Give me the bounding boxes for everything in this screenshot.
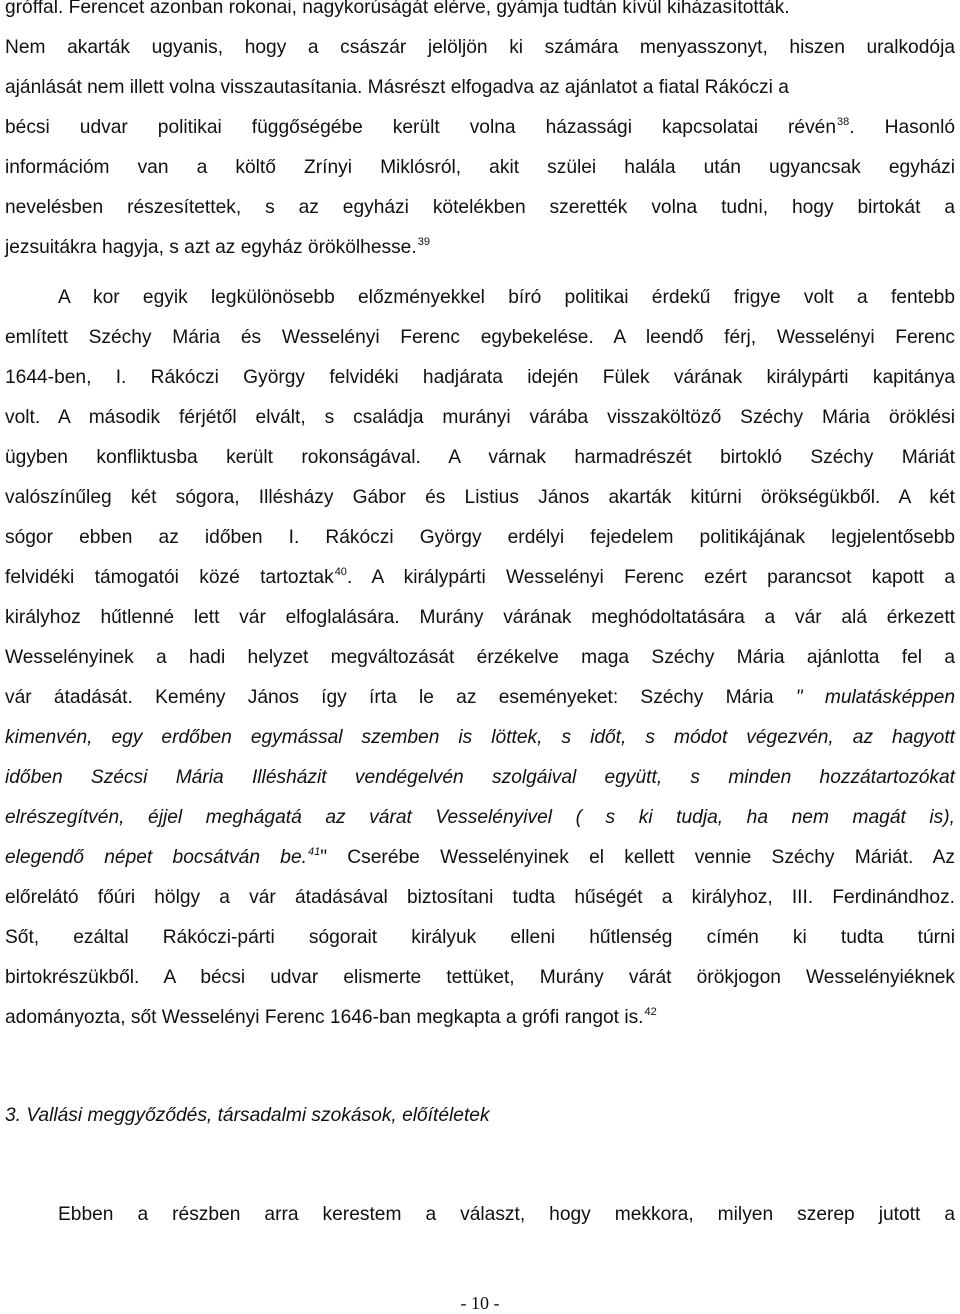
paragraph-line: említett Széchy Mária és Wesselényi Ferenc egybekelése. A leendő férj, Wesselényi Ferenc (5, 327, 955, 348)
quote-line: elrészegítvén, éjjel meghágatá az várat Vesselényivel ( s ki tudja, ha nem magát is), (5, 807, 955, 828)
paragraph-line: előrelátó főúri hölgy a vár átadásával biztosítani tudta hűségét a királyhoz, III. Ferdinándhoz. (5, 887, 955, 908)
paragraph-line: 1644-ben, I. Rákóczi György felvidéki hadjárata idején Fülek várának királypárti kapitánya (5, 367, 955, 388)
footnote-ref[interactable]: 41 (307, 846, 321, 858)
paragraph-line: sógor ebben az időben I. Rákóczi György erdélyi fejedelem politikájának legjelentősebb (5, 527, 955, 548)
text-run: bécsi udvar politikai függőségébe került volna házassági kapcsolatai révén (5, 117, 837, 138)
footnote-ref[interactable]: 38 (837, 116, 850, 128)
paragraph-line: Nem akarták ugyanis, hogy a császár jelöljön ki számára menyasszonyt, hiszen uralkodója (5, 37, 955, 58)
paragraph-line: királyhoz hűtlenné lett vár elfoglalására. Murány várának meghódoltatására a vár alá érkezett (5, 607, 955, 628)
paragraph-line: információm van a költő Zrínyi Miklósról, akit szülei halála után ugyancsak egyházi (5, 157, 955, 178)
page-number: - 10 - (460, 1293, 500, 1313)
footnote-ref[interactable]: 39 (417, 236, 430, 248)
quote-line: időben Szécsi Mária Illésházit vendégelvén szolgáival együtt, s minden hozzátartozókat (5, 767, 955, 788)
section-heading: 3. Vallási meggyőződés, társadalmi szokások, előítéletek (5, 1105, 490, 1126)
text-run: " Cserébe Wesselényinek el kellett vennie Széchy Máriát. Az (320, 847, 955, 868)
paragraph-line: Sőt, ezáltal Rákóczi-párti sógorait királyuk elleni hűtlenség címén ki tudta túrni (5, 927, 955, 948)
paragraph-line: A kor egyik legkülönösebb előzményekkel bíró politikai érdekű frigye volt a fentebb (58, 287, 955, 308)
text-run: jezsuitákra hagyja, s azt az egyház örökölhesse. (5, 237, 417, 258)
quote-line: kimenvén, egy erdőben egymással szemben is löttek, s időt, s módot végezvén, az hagyott (5, 727, 955, 748)
paragraph-line (5, 1006, 955, 1032)
paragraph-line (5, 566, 955, 592)
paragraph-line (5, 236, 955, 262)
text-run: adományozta, sőt Wesselényi Ferenc 1646-ban megkapta a grófi rangot is. (5, 1007, 644, 1028)
footnote-ref[interactable]: 42 (644, 1006, 657, 1018)
quote-run: " mulatásképpen (795, 687, 955, 708)
text-run: vár átadását. Kemény János így írta le az eseményeket: Széchy Mária (5, 687, 796, 708)
paragraph-line: volt. A második férjétől elvált, s családja murányi várába visszaköltöző Széchy Mária öröklési (5, 407, 955, 428)
paragraph-line (5, 846, 955, 872)
paragraph-line: nevelésben részesítettek, s az egyházi kötelékben szerették volna tudni, hogy birtokát a (5, 197, 955, 218)
footnote-ref[interactable]: 40 (334, 566, 347, 578)
paragraph-line: ajánlását nem illett volna visszautasítania. Másrészt elfogadva az ajánlatot a fiatal Rákóczi a (5, 77, 789, 98)
text-run: . Hasonló (849, 117, 956, 138)
text-run: felvidéki támogatói közé tartoztak (5, 567, 334, 588)
paragraph-line: gróffal. Ferencet azonban rokonai, nagykorúságát elérve, gyámja tudtán kívül kiházasították. (5, 0, 790, 18)
paragraph-line: valószínűleg két sógora, Illésházy Gábor és Listius János akarták kitúrni örökségükből. A két (5, 487, 955, 508)
paragraph-line: Wesselényinek a hadi helyzet megváltozását érzékelve maga Széchy Mária ajánlotta fel a (5, 647, 955, 668)
text-run: . A királypárti Wesselényi Ferenc ezért parancsot kapott a (346, 567, 955, 588)
paragraph-line: Ebben a részben arra kerestem a választ, hogy mekkora, milyen szerep jutott a (58, 1204, 955, 1225)
paragraph-line: ügyben konfliktusba került rokonságával. A várnak harmadrészét birtokló Széchy Máriát (5, 447, 955, 468)
paragraph-line: birtokrészükből. A bécsi udvar elismerte tettüket, Murány várát örökjogon Wesselényiéknek (5, 967, 955, 988)
paragraph-line (5, 686, 955, 710)
quote-run: elegendő népet bocsátván be. (5, 847, 307, 868)
paragraph-line (5, 116, 955, 142)
